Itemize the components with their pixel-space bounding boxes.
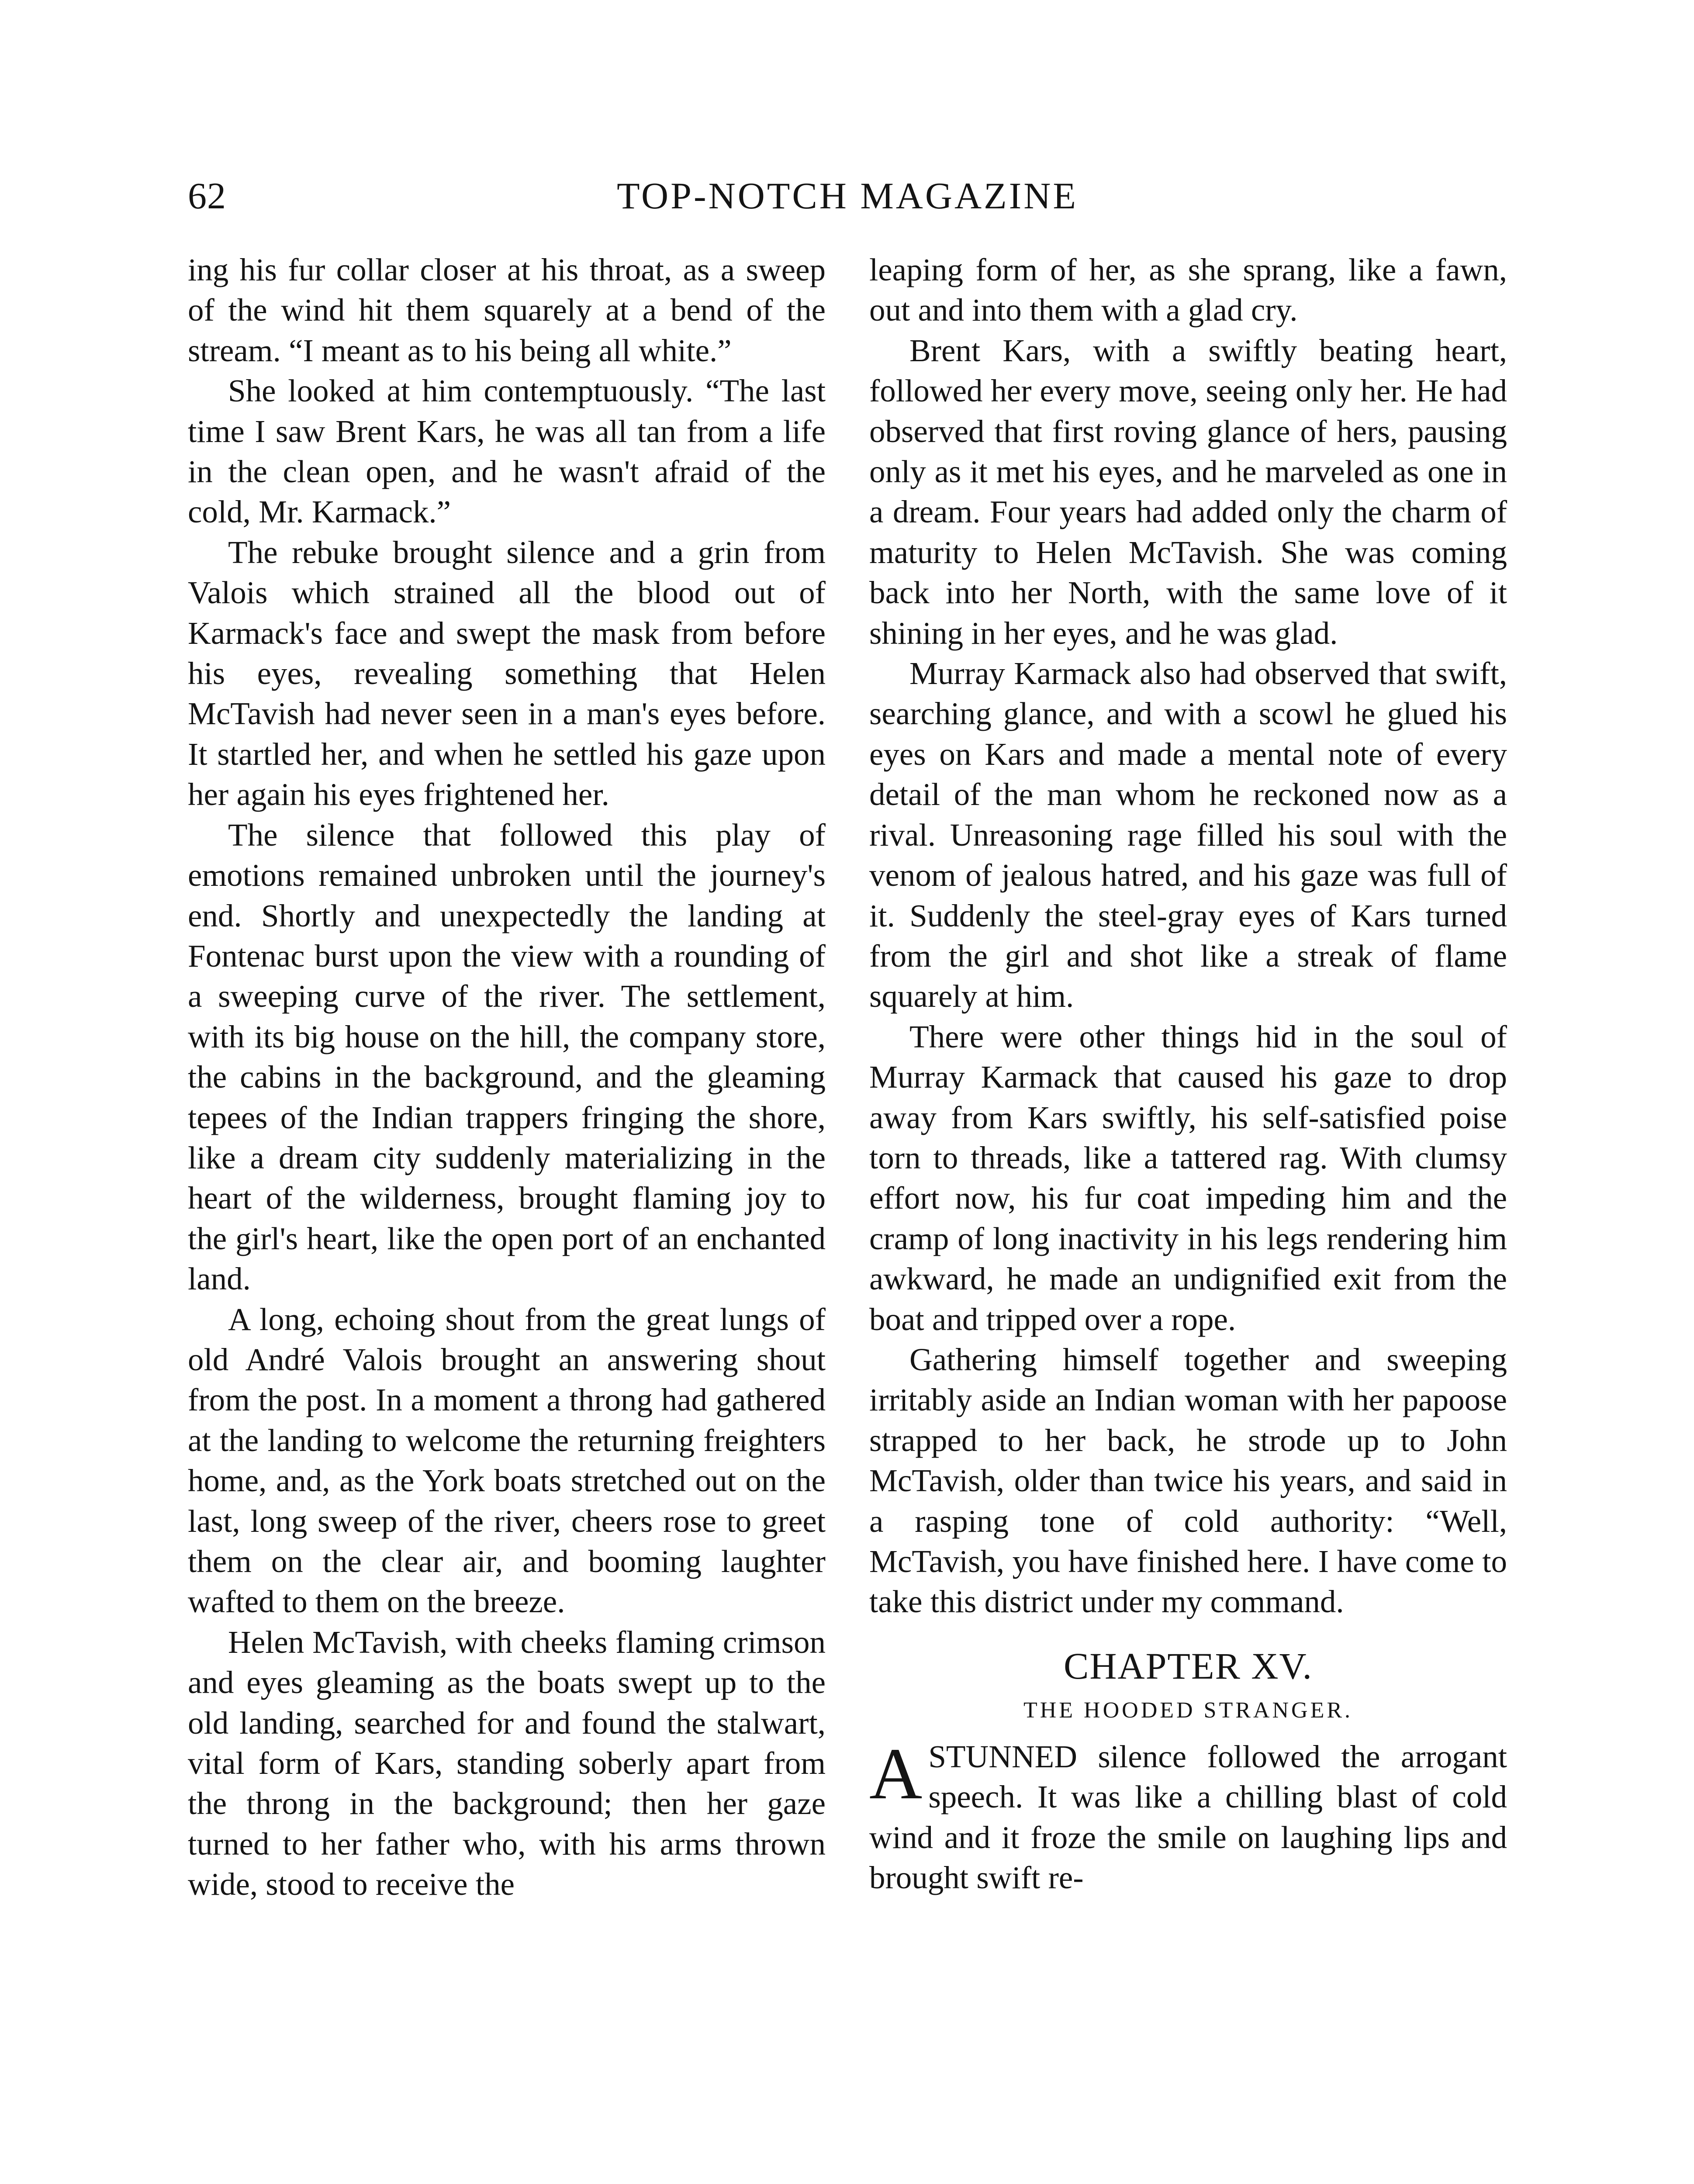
opening-text: STUNNED silence followed the arrogant speech. It was like a chilling blast of cold wind and it froze the smile on laughing lips and brought swift re-	[869, 1738, 1507, 1896]
paragraph: The rebuke brought silence and a grin from Valois which strained all the blood out of Karmack's face and swept the mask from before his eyes, revealing something that Helen McTavish had never seen in a man's eyes before. It startled her, and when he settled his gaze upon her again his eyes frightened her.	[188, 534, 826, 812]
opening-paragraph	[869, 1733, 1507, 1898]
paragraph: The silence that followed this play of emotions remained unbroken until the journey's end. Shortly and unexpectedly the landing at Fontenac burst upon the view with a rounding of a sweeping curve of the river. The settlement, with its big house on the hill, the company store, the cabins in the background, and the gleaming tepees of the Indian trappers fringing the shore, like a dream city suddenly materializing in the heart of the wilderness, brought flaming joy to the girl's heart, like the open port of an enchanted land.	[188, 817, 826, 1297]
paragraph: leaping form of her, as she sprang, like a fawn, out and into them with a glad cry.	[869, 252, 1507, 328]
right-column	[869, 250, 1507, 1898]
paragraph: She looked at him contemptuously. “The last time I saw Brent Kars, he was all tan from a life in the clean open, and he wasn't afraid of the cold, Mr. Karmack.”	[188, 373, 826, 530]
drop-cap: A	[869, 1733, 923, 1814]
paragraph: Brent Kars, with a swiftly beating heart, followed her every move, seeing only her. He had observed that first roving glance of hers, pausing only as it met his eyes, and he marveled as one in a dream. Four years had added only the charm of maturity to Helen McTavish. She was coming back into her North, with the same love of it shining in her eyes, and he was glad.	[869, 332, 1507, 651]
left-column	[188, 250, 826, 1905]
paragraph: There were other things hid in the soul of Murray Karmack that caused his gaze to drop away from Kars swiftly, his self-satisfied poise torn to threads, like a tattered rag. With clumsy effort now, his fur coat impeding him and the cramp of long inactivity in his legs rendering him awkward, he made an undignified exit from the boat and tripped over a rope.	[869, 1019, 1507, 1337]
paragraph: A long, echoing shout from the great lungs of old André Valois brought an answering shout from the post. In a moment a throng had gathered at the landing to welcome the returning freighters home, and, as the York boats stretched out on the last, long sweep of the river, cheers rose to greet them on the clear air, and booming laughter wafted to them on the breeze.	[188, 1301, 826, 1620]
paragraph: Murray Karmack also had observed that swift, searching glance, and with a scowl he glued his eyes on Kars and made a mental note of every detail of the man whom he reckoned now as a rival. Unreasoning rage filled his soul with the venom of jealous hatred, and his gaze was full of it. Suddenly the steel-gray eyes of Kars turned from the girl and shot like a streak of flame squarely at him.	[869, 656, 1507, 1014]
chapter-title: CHAPTER XV.	[1064, 1645, 1313, 1687]
page-header	[188, 174, 1507, 226]
page-number: 62	[188, 175, 226, 217]
paragraph: Helen McTavish, with cheeks flaming crimson and eyes gleaming as the boats swept up to the old landing, searched for and found the stalwart, vital form of Kars, standing soberly apart from the throng in the background; then her gaze turned to her father who, with his arms thrown wide, stood to receive the	[188, 1624, 826, 1902]
running-title: TOP-NOTCH MAGAZINE	[617, 175, 1078, 217]
paragraph: ing his fur collar closer at his throat, as a sweep of the wind hit them squarely at a bend of the stream. “I meant as to his being all white.”	[188, 252, 826, 368]
chapter-subtitle: THE HOODED STRANGER.	[1023, 1697, 1353, 1723]
paragraph: Gathering himself together and sweeping irritably aside an Indian woman with her papoose strapped to her back, he strode up to John McTavish, older than twice his years, and said in a rasping tone of cold authority: “Well, McTavish, you have finished here. I have come to take this district under my command.	[869, 1341, 1507, 1620]
